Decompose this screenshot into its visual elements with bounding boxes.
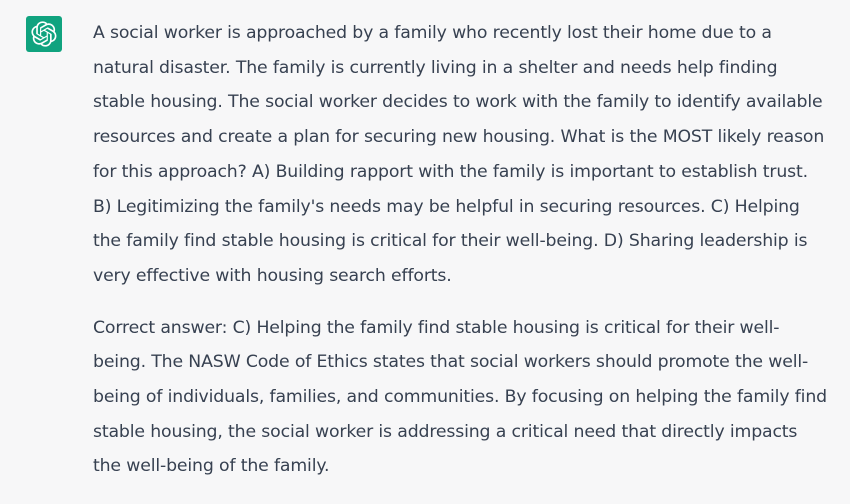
assistant-message (93, 16, 828, 484)
assistant-avatar (26, 16, 62, 52)
message-paragraph-answer: Correct answer: C) Helping the family find stable housing is critical for their well-being. The NASW Code of Ethics states that social workers should promote the well-being of individuals, families, and communities. By focusing on helping the family find stable housing, the social worker is addressing a critical need that directly impacts the well-being of the family. (93, 317, 827, 477)
message-paragraph-question: A social worker is approached by a family who recently lost their home due to a natural disaster. The family is currently living in a shelter and needs help finding stable housing. The social worker decides to work with the family to identify available resources and create a plan for securing new housing. What is the MOST likely reason for this approach? A) Building rapport with the family is important to establish trust. B) Legitimizing the family's needs may be helpful in securing resources. C) Helping the family find stable housing is critical for their well-being. D) Sharing leadership is very effective with housing search efforts. (93, 23, 825, 286)
openai-logo-icon (31, 21, 57, 47)
